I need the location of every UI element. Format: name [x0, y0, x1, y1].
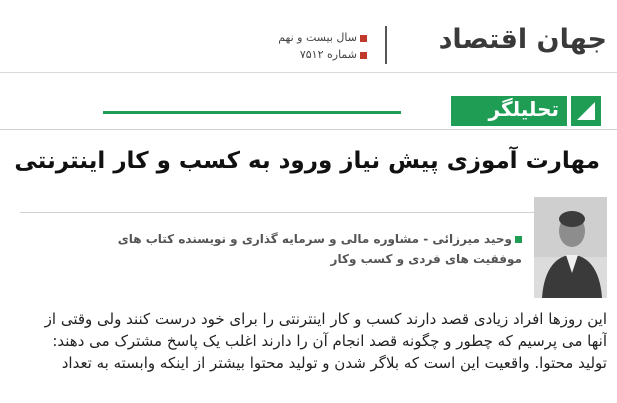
section-rule — [103, 111, 401, 114]
triangle-corner-icon — [571, 96, 601, 126]
body-line: آنها می پرسیم که چطور و چگونه قصد انجام آن را دارند اغلب یک پاسخ مشترک می دهند: — [52, 332, 607, 350]
body-line: این روزها افراد زیادی قصد دارند کسب و کار اینترنتی را برای خود درست کنند ولی وقتی از — [44, 310, 607, 328]
square-bullet-icon — [360, 35, 367, 42]
section-ribbon — [0, 96, 617, 130]
section-underline — [0, 129, 617, 130]
paper-name: جهان اقتصاد — [438, 24, 607, 55]
masthead-divider — [0, 72, 617, 73]
author-line-1 — [102, 229, 522, 249]
square-bullet-icon — [360, 52, 367, 59]
issue-text: شماره ۷۵۱۲ — [299, 48, 357, 61]
headline-divider — [20, 212, 598, 213]
issue-meta — [278, 29, 367, 63]
section-label: تحلیلگر — [488, 97, 559, 121]
author-line-2: موفقیت های فردی و کسب وکار — [330, 252, 522, 266]
masthead-separator — [385, 26, 387, 64]
square-bullet-icon — [515, 236, 522, 243]
year-line — [278, 29, 367, 46]
author-text-1: وحید میرزائی - مشاوره مالی و سرمایه گذاری و نویسنده کتاب های — [117, 232, 512, 246]
article-body — [10, 308, 607, 374]
author-photo — [534, 197, 607, 298]
masthead — [0, 0, 617, 80]
year-text: سال بیست و نهم — [278, 31, 357, 44]
issue-line — [278, 46, 367, 63]
author-credit — [102, 229, 522, 269]
article-headline: مهارت آموزی پیش نیاز ورود به کسب و کار اینترنتی — [14, 148, 600, 174]
body-line: تولید محتوا. واقعیت این است که بلاگر شدن و تولید محتوا بیشتر از اینکه وابسته به تعداد — [61, 354, 607, 372]
